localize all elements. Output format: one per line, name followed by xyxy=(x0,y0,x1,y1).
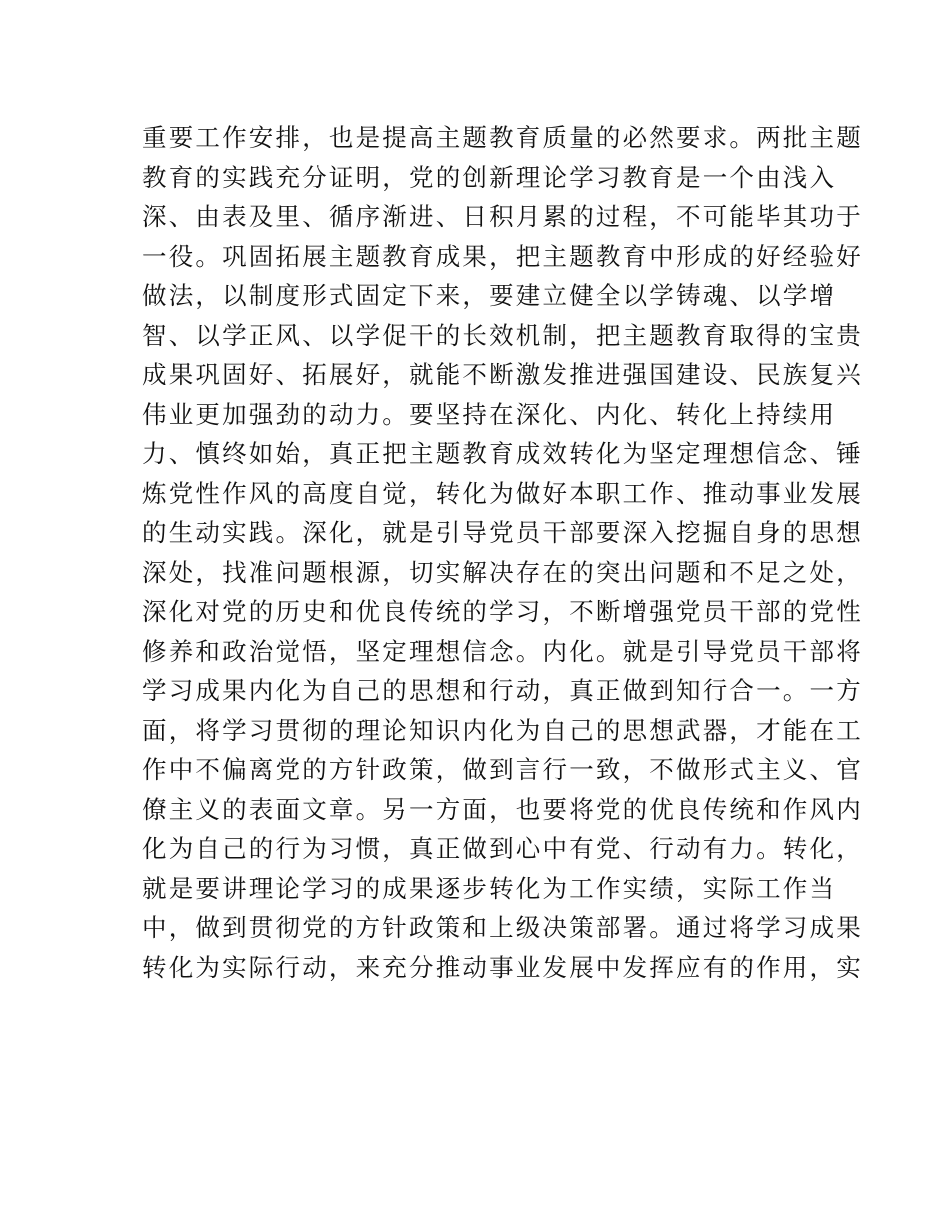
text-line: 深化对党的历史和优良传统的学习，不断增强党员干部的党性 xyxy=(142,597,863,626)
text-line: 力、慎终如始，真正把主题教育成效转化为坚定理想信念、锤 xyxy=(142,439,863,468)
text-line: 伟业更加强劲的动力。要坚持在深化、内化、转化上持续用 xyxy=(142,399,837,429)
body-paragraph xyxy=(142,118,863,987)
text-line: 深、由表及里、循序渐进、日积月累的过程，不可能毕其功于 xyxy=(142,202,863,231)
text-line: 做法，以制度形式固定下来，要建立健全以学铸魂、以学增 xyxy=(142,281,837,310)
text-line: 就是要讲理论学习的成果逐步转化为工作实绩，实际工作当 xyxy=(142,873,837,903)
text-line: 深处，找准问题根源，切实解决存在的突出问题和不足之处， xyxy=(142,557,863,587)
text-line: 作中不偏离党的方针政策，做到言行一致，不做形式主义、官 xyxy=(142,755,863,784)
text-line: 智、以学正风、以学促干的长效机制，把主题教育取得的宝贵 xyxy=(142,320,863,350)
text-line: 一役。巩固拓展主题教育成果，把主题教育中形成的好经验好 xyxy=(142,241,863,271)
text-line: 修养和政治觉悟，坚定理想信念。内化。就是引导党员干部将 xyxy=(142,636,863,666)
text-line: 教育的实践充分证明，党的创新理论学习教育是一个由浅入 xyxy=(142,162,837,192)
text-line: 化为自己的行为习惯，真正做到心中有党、行动有力。转化， xyxy=(142,834,863,863)
text-line: 学习成果内化为自己的思想和行动，真正做到知行合一。一方 xyxy=(142,676,863,705)
text-line: 重要工作安排，也是提高主题教育质量的必然要求。两批主题 xyxy=(142,123,863,152)
text-line: 面，将学习贯彻的理论知识内化为自己的思想武器，才能在工 xyxy=(142,715,863,745)
text-line: 中，做到贯彻党的方针政策和上级决策部署。通过将学习成果 xyxy=(142,913,863,942)
text-line: 成果巩固好、拓展好，就能不断激发推进强国建设、民族复兴 xyxy=(142,360,863,389)
text-line: 转化为实际行动，来充分推动事业发展中发挥应有的作用，实 xyxy=(142,952,863,982)
text-line: 的生动实践。深化，就是引导党员干部要深入挖掘自身的思想 xyxy=(142,518,863,547)
text-line: 僚主义的表面文章。另一方面，也要将党的优良传统和作风内 xyxy=(142,794,863,824)
text-line: 炼党性作风的高度自觉，转化为做好本职工作、推动事业发展 xyxy=(142,478,863,508)
